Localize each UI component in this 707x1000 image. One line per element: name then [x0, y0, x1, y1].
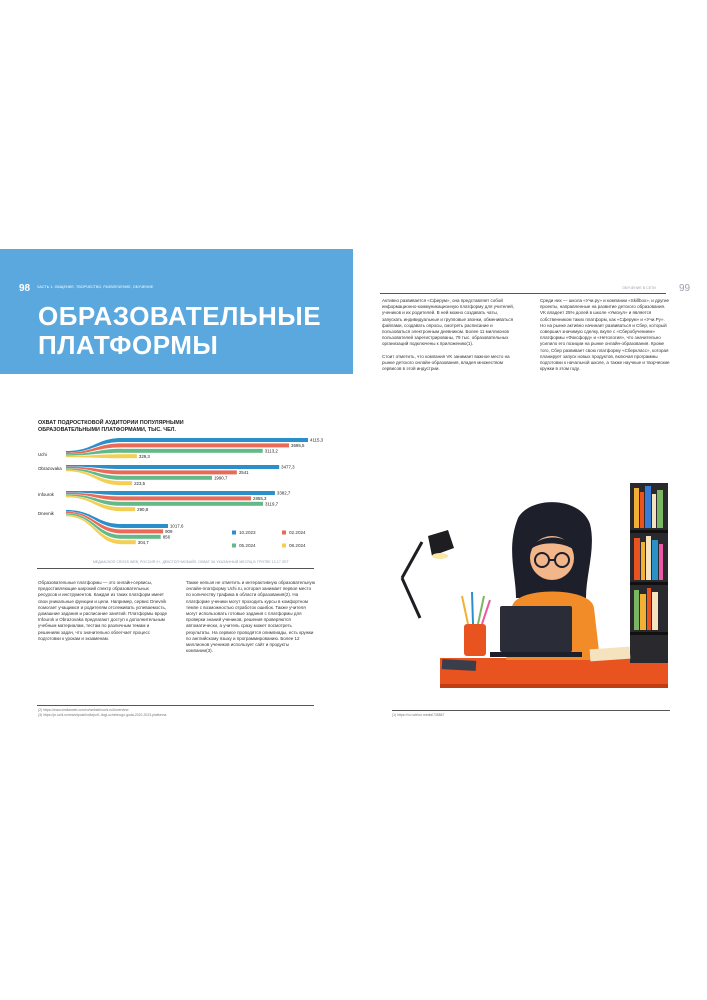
body-column-1: Образовательные платформы — это онлайн-сервисы, предоставляющие широкий спектр образовательных ресурсов и инструментов. Каждая из таких платформ имеет свои уникальные функции и цели. Например, сервис Dnevnik помогает учащимся и родителям отслеживать успеваемость, домашние задания и расписание занятий. Платформы вроде Infourok и Obrazovaka предлагают доступ к дополнительным учебным материалам, тестам по различным темам и решениям задач, что значительно облегчает процесс подготовки к урокам и экзаменам.	[38, 580, 168, 641]
legend-label: 02.2024	[289, 530, 306, 535]
data-label: 3113,2	[264, 448, 278, 454]
bar	[122, 470, 237, 474]
bar	[122, 443, 289, 447]
footnote-divider	[37, 705, 314, 706]
data-label: 223,5	[134, 480, 146, 486]
legend-swatch	[232, 544, 236, 548]
page-title	[38, 302, 321, 360]
legend-swatch	[282, 544, 286, 548]
category-label: Dnevnik	[38, 511, 54, 516]
data-label: 2855,3	[253, 496, 267, 501]
footnote: (2) https://www.similarweb.com/ru/website/uchi.ru/#overview	[38, 708, 129, 712]
data-label: 3477,3	[281, 464, 295, 470]
chart-source: МЕДИАСКОП CROSS WEB, РОССИЯ 0+, ДЕКСТОП+МОБАЙЛ, ОХВАТ ЗА УКАЗАННЫЙ МЕСЯЦ В ГРУППЕ 12-17 ЛЕТ	[93, 560, 289, 564]
data-label: 3695,5	[291, 443, 305, 448]
bar	[122, 502, 263, 506]
legend-swatch	[232, 531, 236, 535]
footnote: (1) https://vc.ru/elon.media/735867	[392, 713, 445, 717]
paragraph: Стоит отметить, что компания VK занимает важное место на рынке детского онлайн-образования, владея множеством сервисов в этой индустрии.	[382, 353, 510, 372]
data-label: 856	[162, 534, 171, 540]
pencil-cup-icon	[462, 592, 490, 656]
bar	[122, 491, 275, 495]
bar	[122, 481, 132, 485]
divider	[37, 568, 314, 569]
bar	[122, 476, 212, 480]
legend-label: 10.2023	[239, 530, 256, 535]
legend-swatch	[282, 531, 286, 535]
bookshelf-icon	[630, 483, 668, 663]
data-label: 2541	[238, 470, 249, 475]
bar	[122, 496, 251, 500]
data-label: 1017,6	[169, 523, 184, 529]
legend-label: 08.2024	[289, 543, 306, 548]
footnote: (3) https://pr.uchi.ru/news/tpost/ixd4ejuri1-itogi-uchebnogo-goda-2022-2023-platforma	[38, 713, 167, 717]
page-number-left: 98	[19, 283, 31, 294]
footnote-divider	[392, 710, 670, 711]
header-divider	[380, 293, 666, 294]
bar	[122, 540, 136, 544]
category-label: Obrazovaka	[38, 466, 62, 471]
girl-studying-illustration	[380, 478, 670, 700]
data-label: 3119,7	[265, 501, 279, 507]
bar	[122, 507, 135, 511]
data-label: 1990,7	[213, 475, 228, 481]
right-column-1	[382, 298, 518, 372]
data-label: 4115,3	[310, 437, 324, 443]
bar	[122, 529, 163, 533]
data-label: 329,3	[138, 453, 150, 459]
data-label: 909	[165, 529, 173, 534]
right-column-2: Среди них — школа «Учи.ру» и компании «Skillbox», и другие проекты, направленные на развитие детского образования. VK владеет 25% долей в школе «Умскул» и является собственником таких платформ, как «Сферум» и «Учи.Ру». Но на рынке активно начинает развиваться и Сбер, который совершил значимую сделку, вкупе с «Сберобучением» платформы «Фоксфорд» и «Нетология», что значительно усилило его позиции на рынке онлайн-образования. Кроме того, Сбер развивает свою платформу «Сберкласс», которая планирует запуск новых продуктов, включая программы подготовки к начальной школе, а также научные и творческие кружки в этом году.	[540, 298, 670, 372]
data-label: 3382,7	[276, 490, 291, 496]
desk-lamp-icon	[402, 530, 454, 618]
section-title-right: ОБУЧЕНИЕ В СЕТИ	[622, 286, 656, 290]
category-label: Uchi	[38, 452, 47, 457]
chart-title: ОХВАТ ПОДРОСТКОВОЙ АУДИТОРИИ ПОПУЛЯРНЫМИ ОБРАЗОВАТЕЛЬНЫМИ ПЛАТФОРМАМИ, ТЫС. ЧЕЛ.	[38, 420, 184, 433]
paragraph: Активно развивается «Сферум», она представляет собой информационно-коммуникационную платформу для учителей, учеников и их родителей. В ней можно создавать чаты, запускать индивидуальные и групповые звонки, обмениваться файлами, создавать опросы, смотреть расписание и пользоваться электронным дневником. Более 11 миллионов пользователей зарегистрированы, 79 тыс. образовательных организаций подключены к приложению(1).	[382, 298, 515, 347]
bar	[122, 535, 161, 539]
bar	[122, 438, 308, 442]
page-title-line2: ПЛАТФОРМЫ	[38, 330, 219, 360]
bar	[122, 524, 168, 528]
data-label: 290,8	[137, 506, 149, 512]
bar	[122, 449, 263, 453]
page-title-line1: ОБРАЗОВАТЕЛЬНЫЕ	[38, 301, 322, 331]
chart-svg	[36, 437, 324, 556]
laptop-icon	[490, 606, 582, 657]
category-label: Infourok	[38, 492, 54, 497]
data-label: 304,7	[137, 539, 149, 545]
section-title-left: ЧАСТЬ 1. ОБЩЕНИЕ, ТВОРЧЕСТВО, РАЗВЛЕЧЕНИЕ, ОБУЧЕНИЕ	[37, 285, 154, 289]
legend-label: 05.2024	[239, 543, 256, 548]
page-number-right: 99	[679, 283, 691, 294]
bar	[122, 454, 137, 458]
body-column-2: Также нельзя не отметить и интерактивную образовательную онлайн-платформу Uchi.ru, которая занимает первое место по количеству трафика в области образования(2). На платформе ученики могут проходить курсы в комфортном темпе с возможностью отработок ошибок. Также учителя могут использовать готовые задания с платформы для проверки знаний учеников, решения проверяются автоматически, а учитель сразу может посмотреть результаты. На сервисе проводятся олимпиады, есть кружки по английскому языку и программированию. Более 12 миллионов учеников использует сайт и продукты компании(3).	[186, 580, 316, 654]
bar	[122, 465, 279, 469]
